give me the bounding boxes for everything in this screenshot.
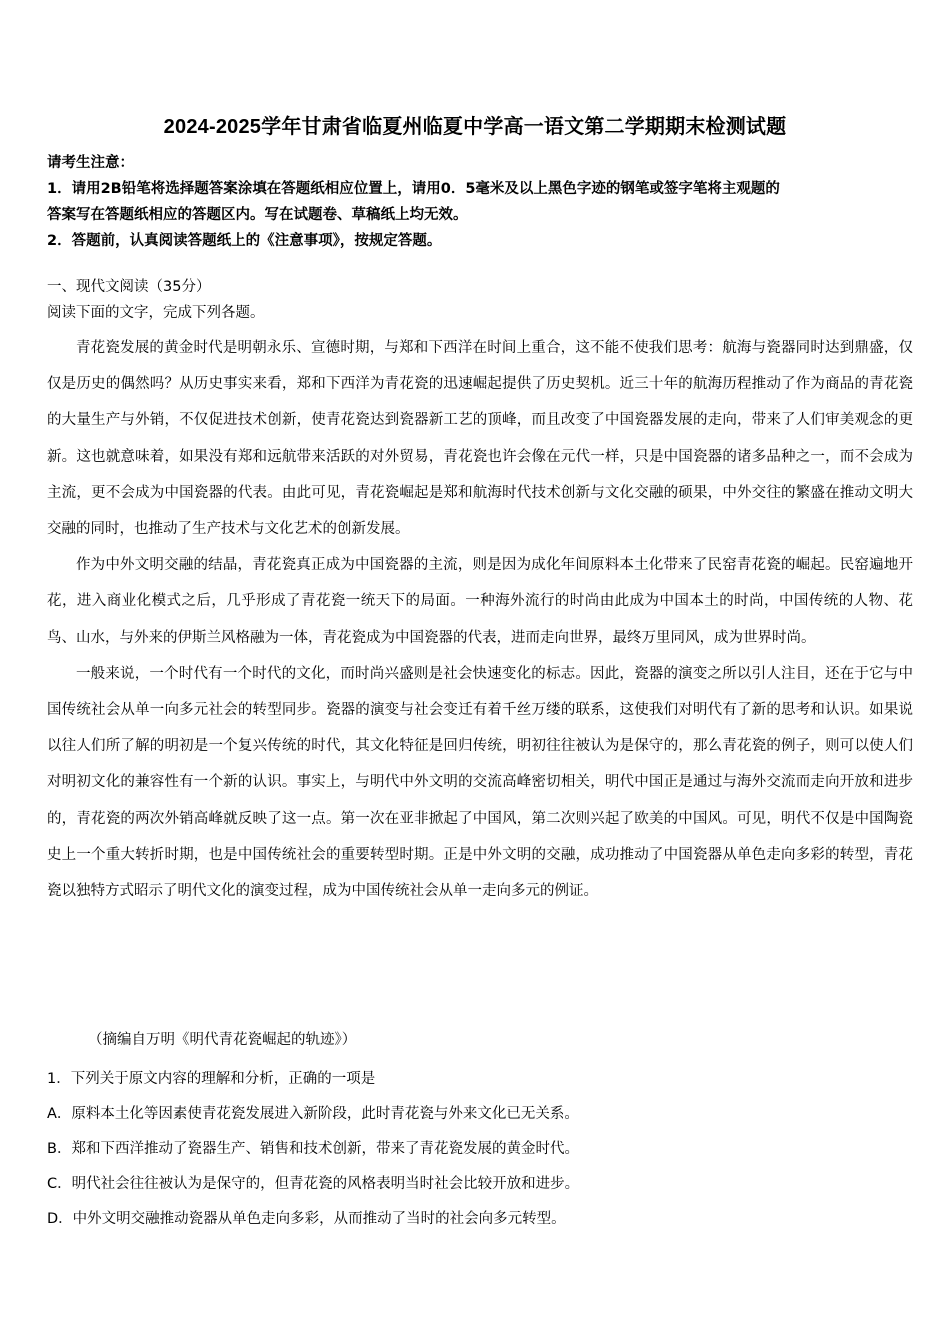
reading-passage: [47, 330, 913, 909]
notice-item-1-line-2: 答案写在答题纸相应的答题区内。写在试题卷、草稿纸上均无效。: [47, 207, 468, 223]
option-b: B．郑和下西洋推动了瓷器生产、销售和技术创新，带来了青花瓷发展的黄金时代。: [47, 1141, 579, 1157]
passage-paragraph-3: 一般来说，一个时代有一个时代的文化，而时尚兴盛则是社会快速变化的标志。因此，瓷器的演变之所以引人注目，还在于它与中国传统社会从单一向多元社会的转型同步。瓷器的演变与社会变迁有着千丝万缕的联系，这使我们对明代有了新的思考和认识。如果说以往人们所了解的明初是一个复兴传统的时代，其文化特征是回归传统，明初往往被认为是保守的，那么青花瓷的例子，则可以使人们对明初文化的兼容性有一个新的认识。事实上，与明代中外文明的交流高峰密切相关，明代中国正是通过与海外交流而走向开放和进步的，青花瓷的两次外销高峰就反映了这一点。第一次在亚非掀起了中国风，第二次则兴起了欧美的中国风。可见，明代不仅是中国陶瓷史上一个重大转折时期，也是中国传统社会的重要转型时期。正是中外文明的交融，成功推动了中国瓷器从单色走向多彩的转型，青花瓷以独特方式昭示了明代文化的演变过程，成为中国传统社会从单一走向多元的例证。: [47, 665, 913, 900]
notice-item-1-line-1: 1．请用2B铅笔将选择题答案涂填在答题纸相应位置上，请用0．5毫米及以上黑色字迹的钢笔或签字笔将主观题的: [47, 181, 780, 197]
question-1: [47, 1062, 913, 1237]
question-stem: 1．下列关于原文内容的理解和分析，正确的一项是: [47, 1071, 376, 1087]
exam-title: 2024-2025学年甘肃省临夏州临夏中学高一语文第二学期期末检测试题: [163, 116, 787, 138]
notice-heading: 请考生注意：: [47, 155, 134, 171]
passage-paragraph-1: 青花瓷发展的黄金时代是明朝永乐、宣德时期，与郑和下西洋在时间上重合，这不能不使我们思考：航海与瓷器同时达到鼎盛，仅仅是历史的偶然吗？从历史事实来看，郑和下西洋为青花瓷的迅速崛起提供了历史契机。近三十年的航海历程推动了作为商品的青花瓷的大量生产与外销，不仅促进技术创新，使青花瓷达到瓷器新工艺的顶峰，而且改变了中国瓷器发展的走向，带来了人们审美观念的更新。这也就意味着，如果没有郑和远航带来活跃的对外贸易，青花瓷也许会像在元代一样，只是中国瓷器的诸多品种之一，而不会成为主流，更不会成为中国瓷器的代表。由此可见，青花瓷崛起是郑和航海时代技术创新与文化交融的硕果，中外交往的繁盛在推动文明大交融的同时，也推动了生产技术与文化艺术的创新发展。: [47, 340, 913, 538]
option-a: A．原料本土化等因素使青花瓷发展进入新阶段，此时青花瓷与外来文化已无关系。: [47, 1106, 579, 1122]
section-header: [47, 274, 907, 326]
candidate-notice: [47, 150, 907, 254]
passage-paragraph-2: 作为中外文明交融的结晶，青花瓷真正成为中国瓷器的主流，则是因为成化年间原料本土化带来了民窑青花瓷的崛起。民窑遍地开花，进入商业化模式之后，几乎形成了青花瓷一统天下的局面。一种海外流行的时尚由此成为中国本土的时尚，中国传统的人物、花鸟、山水，与外来的伊斯兰风格融为一体，青花瓷成为中国瓷器的代表，进而走向世界，最终万里同风，成为世界时尚。: [47, 557, 913, 646]
passage-source: （摘编自万明《明代青花瓷崛起的轨迹》）: [88, 1032, 357, 1048]
section-instruction: 阅读下面的文字，完成下列各题。: [47, 305, 265, 321]
option-c: C．明代社会往往被认为是保守的，但青花瓷的风格表明当时社会比较开放和进步。: [47, 1176, 580, 1192]
section-heading: 一、现代文阅读（35分）: [47, 279, 211, 295]
notice-item-2: 2．答题前，认真阅读答题纸上的《注意事项》，按规定答题。: [47, 233, 442, 249]
option-d: D．中外文明交融推动瓷器从单色走向多彩，从而推动了当时的社会向多元转型。: [47, 1211, 566, 1227]
